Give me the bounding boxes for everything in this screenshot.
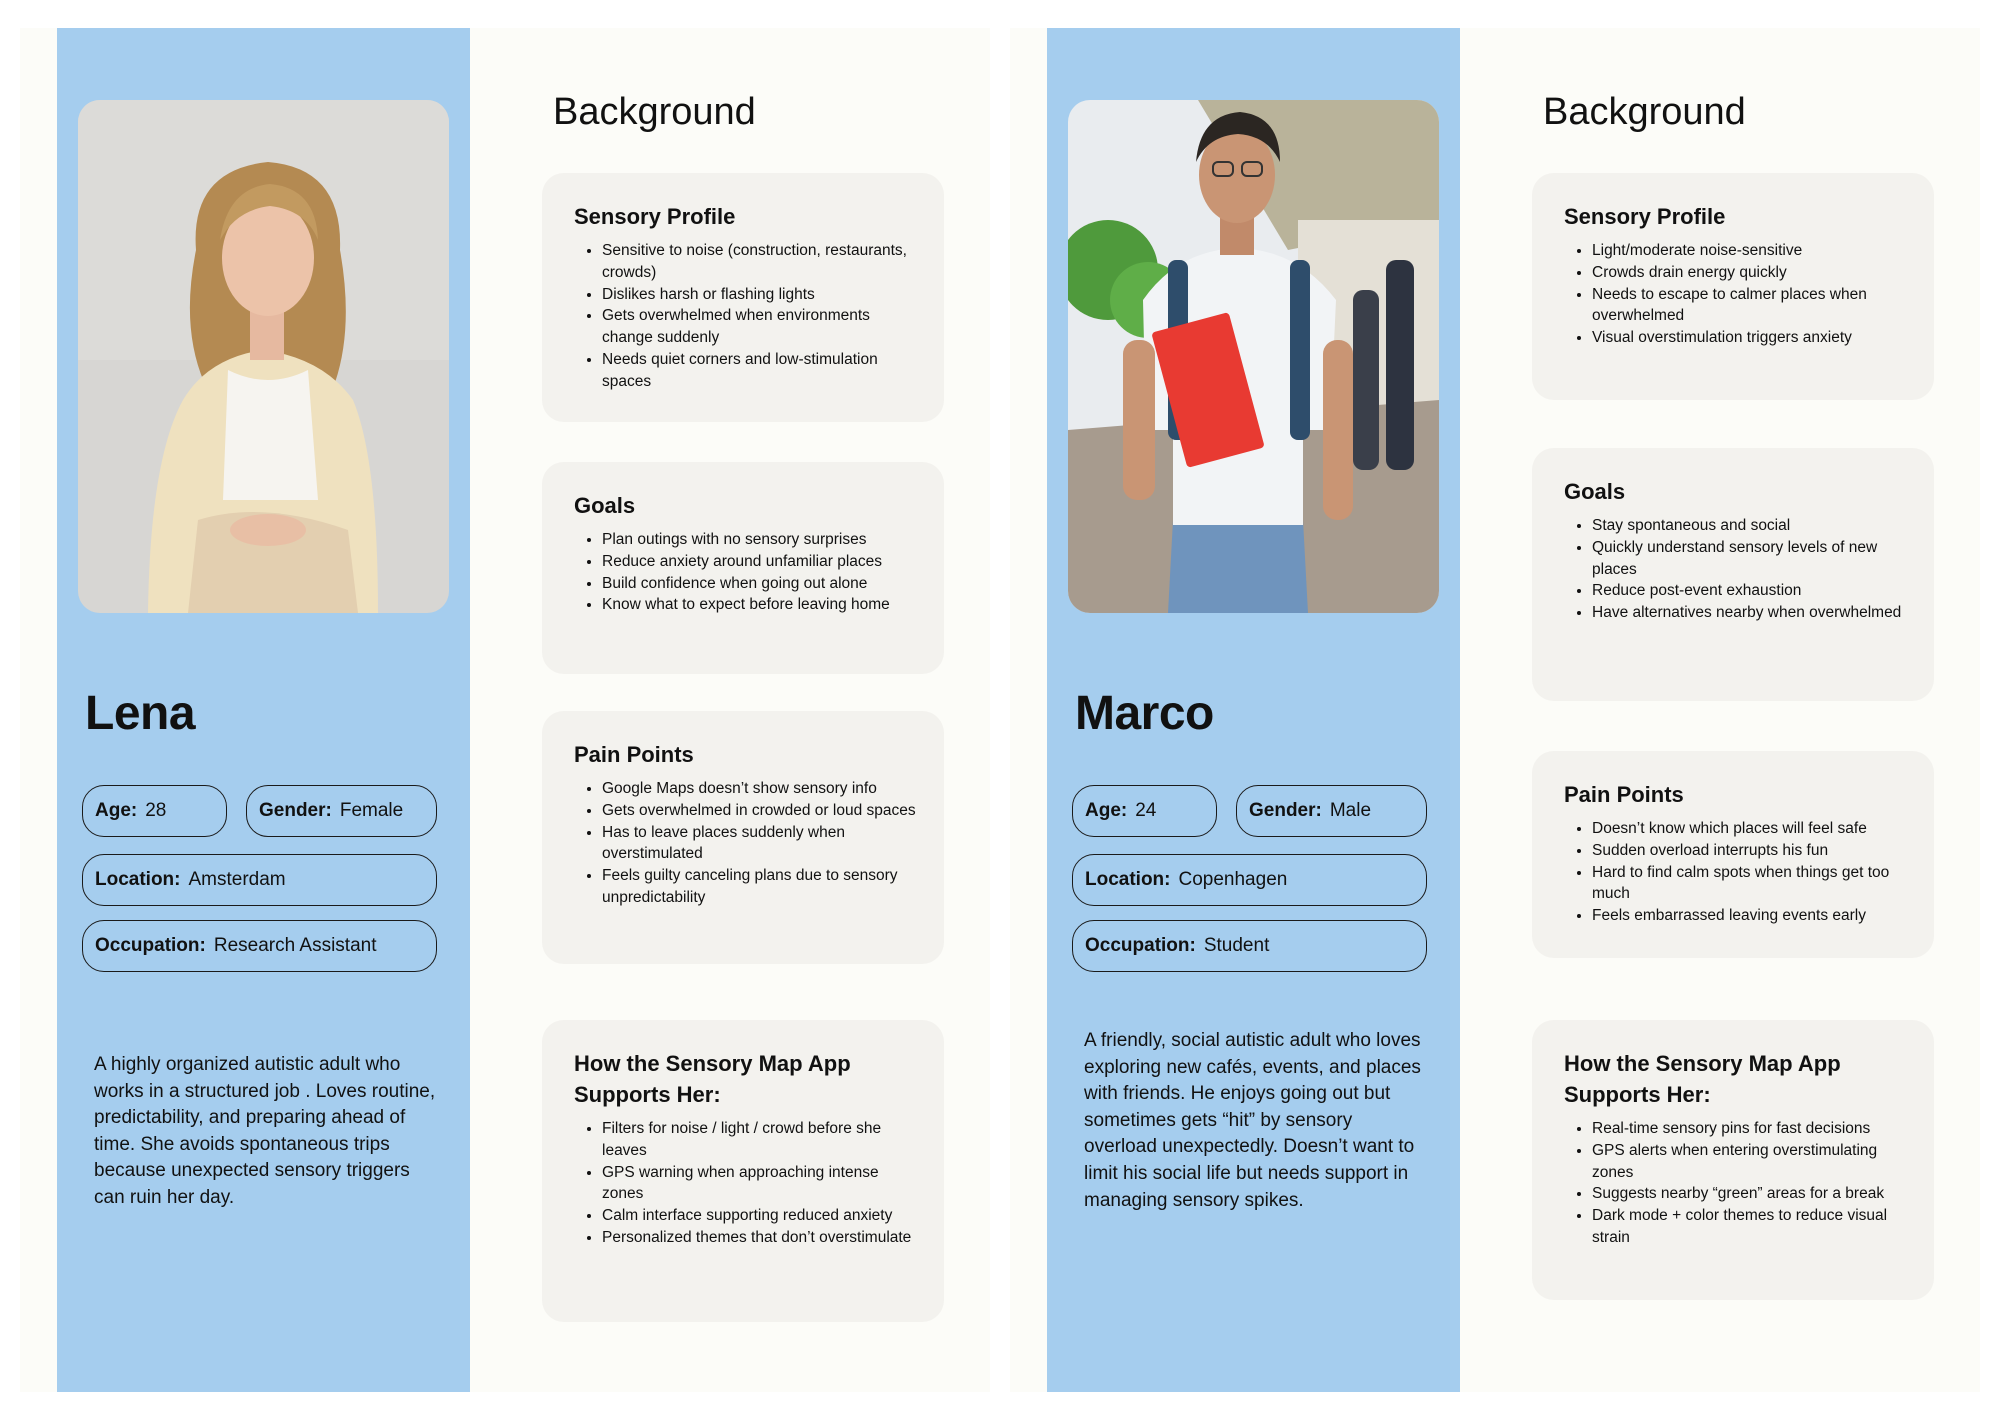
background-column	[470, 28, 990, 1392]
occupation-label: Occupation:	[95, 935, 206, 956]
list-item: • Reduce anxiety around unfamiliar places	[602, 551, 924, 573]
list-item: • Google Maps doesn’t show sensory info	[602, 778, 924, 800]
list-item: • Hard to find calm spots when things get too much	[1592, 862, 1914, 906]
list-item: • Personalized themes that don’t overstimulate	[602, 1227, 924, 1249]
persona-bio: A highly organized autistic adult who works in a structured job . Loves routine, predictability, and preparing ahead of time. She avoids spontaneous trips because unexpected sensory triggers can ruin her day.	[94, 1054, 436, 1208]
list-item: • Dark mode + color themes to reduce visual strain	[1592, 1205, 1914, 1249]
age-value: 28	[145, 800, 167, 821]
list-item: • Stay spontaneous and social	[1592, 515, 1914, 537]
list-item: • Sensitive to noise (construction, restaurants, crowds)	[602, 240, 924, 284]
card-title: Sensory Profile	[1564, 204, 1726, 229]
card-title: Goals	[574, 493, 636, 518]
list-item: • Know what to expect before leaving home	[602, 594, 924, 616]
occupation-label: Occupation:	[1085, 935, 1196, 956]
pain-points-card	[542, 711, 944, 964]
background-title: Background	[553, 91, 756, 133]
list-item: • Needs to escape to calmer places when overwhelmed	[1592, 284, 1914, 328]
background-title: Background	[1543, 91, 1746, 133]
list-item: • Crowds drain energy quickly	[1592, 262, 1914, 284]
background-column	[1460, 28, 1980, 1392]
location-value: Copenhagen	[1178, 869, 1288, 890]
age-label: Age:	[95, 800, 138, 821]
location-value: Amsterdam	[188, 869, 286, 890]
gender-field	[246, 785, 437, 837]
occupation-field	[82, 920, 437, 972]
list-item: • Gets overwhelmed when environments change suddenly	[602, 305, 924, 349]
list-item: • Quickly understand sensory levels of new places	[1592, 537, 1914, 581]
card-title: How the Sensory Map App Supports Her:	[574, 1051, 851, 1107]
gender-value: Male	[1329, 800, 1372, 821]
list-item: • Suggests nearby “green” areas for a break	[1592, 1183, 1914, 1205]
goals-card	[542, 462, 944, 674]
persona-name: Lena	[85, 687, 196, 740]
location-field	[1072, 854, 1427, 906]
list-item: • Feels embarrassed leaving events early	[1592, 905, 1914, 927]
card-title: Sensory Profile	[574, 204, 736, 229]
list-item: • Plan outings with no sensory surprises	[602, 529, 924, 551]
list-item: • Reduce post-event exhaustion	[1592, 580, 1914, 602]
location-field	[82, 854, 437, 906]
sensory-profile-card	[1532, 173, 1934, 400]
list-item: • GPS alerts when entering overstimulating zones	[1592, 1140, 1914, 1184]
list-item: • Dislikes harsh or flashing lights	[602, 284, 924, 306]
card-title: How the Sensory Map App Supports Her:	[1564, 1051, 1841, 1107]
age-value: 24	[1135, 800, 1157, 821]
list-item: • Build confidence when going out alone	[602, 573, 924, 595]
list-item: • GPS warning when approaching intense zones	[602, 1162, 924, 1206]
app-support-card	[542, 1020, 944, 1322]
list-item: • Feels guilty canceling plans due to sensory unpredictability	[602, 865, 924, 909]
list-item: • Gets overwhelmed in crowded or loud spaces	[602, 800, 924, 822]
persona-marco	[1010, 28, 1980, 1392]
goals-card	[1532, 448, 1934, 701]
list-item: • Have alternatives nearby when overwhelmed	[1592, 602, 1914, 624]
list-item: • Real-time sensory pins for fast decisions	[1592, 1118, 1914, 1140]
profile-panel	[1047, 28, 1460, 1392]
card-title: Pain Points	[1564, 782, 1684, 807]
occupation-field	[1072, 920, 1427, 972]
gender-value: Female	[339, 800, 404, 821]
location-label: Location:	[95, 869, 181, 890]
gender-label: Gender:	[1249, 800, 1322, 821]
pain-points-card	[1532, 751, 1934, 958]
list-item: • Calm interface supporting reduced anxiety	[602, 1205, 924, 1227]
list-item: • Light/moderate noise-sensitive	[1592, 240, 1914, 262]
location-label: Location:	[1085, 869, 1171, 890]
gender-field	[1236, 785, 1427, 837]
persona-bio: A friendly, social autistic adult who loves exploring new cafés, events, and places with friends. He enjoys going out but sometimes gets “hit” by sensory overload unexpectedly. Doesn’t want to limit his social life but needs support in managing sensory spikes.	[1084, 1030, 1421, 1211]
app-support-card	[1532, 1020, 1934, 1300]
age-field	[82, 785, 227, 837]
list-item: • Has to leave places suddenly when overstimulated	[602, 822, 924, 866]
profile-panel	[57, 28, 470, 1392]
list-item: • Needs quiet corners and low-stimulation spaces	[602, 349, 924, 393]
profile-photo	[1068, 100, 1439, 613]
persona-name: Marco	[1075, 687, 1214, 740]
age-field	[1072, 785, 1217, 837]
list-item: • Visual overstimulation triggers anxiety	[1592, 327, 1914, 349]
occupation-value: Student	[1203, 935, 1270, 956]
persona-lena	[20, 28, 990, 1392]
age-label: Age:	[1085, 800, 1128, 821]
profile-photo	[78, 100, 449, 613]
list-item: • Filters for noise / light / crowd before she leaves	[602, 1118, 924, 1162]
sensory-profile-card	[542, 173, 944, 422]
occupation-value: Research Assistant	[213, 935, 377, 956]
card-title: Pain Points	[574, 742, 694, 767]
list-item: • Sudden overload interrupts his fun	[1592, 840, 1914, 862]
list-item: • Doesn’t know which places will feel safe	[1592, 818, 1914, 840]
card-title: Goals	[1564, 479, 1626, 504]
gender-label: Gender:	[259, 800, 332, 821]
